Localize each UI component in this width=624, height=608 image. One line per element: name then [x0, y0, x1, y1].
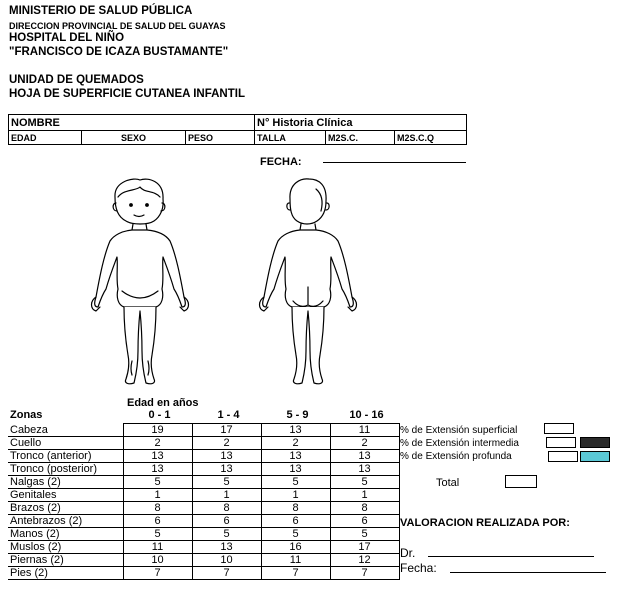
zone-value-cell: 1: [123, 489, 192, 502]
zone-value-cell: 17: [192, 424, 261, 437]
sexo-field[interactable]: SEXO: [82, 131, 186, 145]
zone-value-cell: 13: [261, 450, 330, 463]
zone-value-cell: 7: [192, 567, 261, 580]
zone-value-cell: 11: [261, 554, 330, 567]
zones-label: Zonas: [10, 409, 43, 421]
zone-value-cell: 5: [123, 476, 192, 489]
zone-value-cell: 6: [330, 515, 399, 528]
zone-name: Tronco (anterior): [8, 450, 123, 463]
fecha-line[interactable]: [323, 162, 466, 163]
dr-signature-line[interactable]: [428, 556, 594, 557]
child-front-figure: [88, 175, 198, 390]
zone-name: Genitales: [8, 489, 123, 502]
zone-value-cell: 13: [330, 463, 399, 476]
total-box[interactable]: [505, 475, 537, 488]
ministry-title: MINISTERIO DE SALUD PÚBLICA: [9, 5, 193, 17]
zone-value-cell: 11: [123, 541, 192, 554]
zone-name: Antebrazos (2): [8, 515, 123, 528]
age-group-header: 5 - 9: [286, 409, 309, 421]
table-row: [8, 567, 399, 580]
zone-value-cell: 1: [261, 489, 330, 502]
zone-value-cell: 13: [192, 450, 261, 463]
zone-value-cell: 1: [192, 489, 261, 502]
zone-value-cell: 16: [261, 541, 330, 554]
zone-name: Cuello: [8, 437, 123, 450]
zone-value-cell: 7: [123, 567, 192, 580]
zone-value-cell: 13: [330, 450, 399, 463]
table-row: [8, 424, 399, 437]
table-row: [8, 437, 399, 450]
zone-value-cell: 2: [261, 437, 330, 450]
zone-value-cell: 13: [192, 463, 261, 476]
zone-name: Tronco (posterior): [8, 463, 123, 476]
legend-superficial-label: % de Extensión superficial: [400, 425, 518, 436]
zone-value-cell: 5: [261, 476, 330, 489]
zone-value-cell: 5: [261, 528, 330, 541]
legend-profunda-box[interactable]: [548, 451, 578, 462]
zone-name: Manos (2): [8, 528, 123, 541]
zone-value-cell: 2: [330, 437, 399, 450]
sheet-title: HOJA DE SUPERFICIE CUTANEA INFANTIL: [9, 88, 245, 100]
legend-intermedia-label: % de Extensión intermedia: [400, 438, 519, 449]
zone-value-cell: 5: [192, 528, 261, 541]
table-row: [8, 502, 399, 515]
zone-value-cell: 5: [192, 476, 261, 489]
hospital-title: HOSPITAL DEL NIÑO: [9, 32, 125, 44]
zone-name: Muslos (2): [8, 541, 123, 554]
zone-value-cell: 13: [261, 463, 330, 476]
zone-value-cell: 13: [123, 463, 192, 476]
m2sc-field[interactable]: M2S.C.: [326, 131, 395, 145]
direction-title: DIRECCION PROVINCIAL DE SALUD DEL GUAYAS: [9, 21, 226, 31]
zone-value-cell: 7: [261, 567, 330, 580]
zone-name: Nalgas (2): [8, 476, 123, 489]
zone-value-cell: 8: [330, 502, 399, 515]
zone-value-cell: 13: [261, 424, 330, 437]
legend-intermedia-swatch: [580, 437, 610, 448]
zone-value-cell: 1: [330, 489, 399, 502]
legend-superficial-box[interactable]: [544, 423, 574, 434]
zone-value-cell: 19: [123, 424, 192, 437]
zone-value-cell: 10: [192, 554, 261, 567]
zone-value-cell: 13: [123, 450, 192, 463]
legend-intermedia-box[interactable]: [546, 437, 576, 448]
zone-value-cell: 8: [192, 502, 261, 515]
age-group-header: 1 - 4: [217, 409, 240, 421]
peso-field[interactable]: PESO: [186, 131, 255, 145]
table-row: [8, 463, 399, 476]
table-row: [8, 541, 399, 554]
talla-field[interactable]: TALLA: [255, 131, 326, 145]
age-group-label: Edad en años: [127, 397, 199, 409]
valoracion-title: VALORACION REALIZADA POR:: [400, 517, 570, 529]
table-row: [8, 476, 399, 489]
zone-name: Brazos (2): [8, 502, 123, 515]
zone-value-cell: 6: [192, 515, 261, 528]
age-group-header: 10 - 16: [349, 409, 384, 421]
m2scq-field[interactable]: M2S.C.Q: [395, 131, 467, 145]
zones-table: [8, 423, 400, 580]
zone-value-cell: 11: [330, 424, 399, 437]
zone-name: Cabeza: [8, 424, 123, 437]
zone-value-cell: 6: [261, 515, 330, 528]
table-row: [8, 450, 399, 463]
nombre-field[interactable]: NOMBRE: [9, 115, 255, 131]
table-row: [8, 489, 399, 502]
age-group-header: 0 - 1: [148, 409, 171, 421]
dr-label: Dr.: [400, 546, 416, 560]
zone-value-cell: 5: [330, 528, 399, 541]
zone-value-cell: 2: [123, 437, 192, 450]
fecha-label: FECHA:: [260, 156, 302, 168]
zone-value-cell: 17: [330, 541, 399, 554]
hospital-name: "FRANCISCO DE ICAZA BUSTAMANTE": [9, 46, 229, 58]
zone-value-cell: 12: [330, 554, 399, 567]
edad-field[interactable]: EDAD: [9, 131, 82, 145]
zone-value-cell: 10: [123, 554, 192, 567]
legend-profunda-label: % de Extensión profunda: [400, 451, 512, 462]
zone-value-cell: 8: [123, 502, 192, 515]
valoracion-fecha-label: Fecha:: [400, 561, 437, 575]
zone-value-cell: 5: [330, 476, 399, 489]
patient-info-table: [8, 114, 467, 145]
zone-value-cell: 7: [330, 567, 399, 580]
unit-title: UNIDAD DE QUEMADOS: [9, 74, 144, 86]
valoracion-fecha-line[interactable]: [450, 572, 606, 573]
zone-name: Piernas (2): [8, 554, 123, 567]
legend-profunda-swatch: [580, 451, 610, 462]
zone-name: Pies (2): [8, 567, 123, 580]
child-back-figure: [253, 175, 363, 390]
zone-value-cell: 2: [192, 437, 261, 450]
zone-value-cell: 13: [192, 541, 261, 554]
total-label: Total: [436, 477, 460, 489]
table-row: [8, 528, 399, 541]
table-row: [8, 515, 399, 528]
zone-value-cell: 8: [261, 502, 330, 515]
zone-value-cell: 5: [123, 528, 192, 541]
historia-field[interactable]: N° Historia Clínica: [255, 115, 467, 131]
zone-value-cell: 6: [123, 515, 192, 528]
table-row: [8, 554, 399, 567]
